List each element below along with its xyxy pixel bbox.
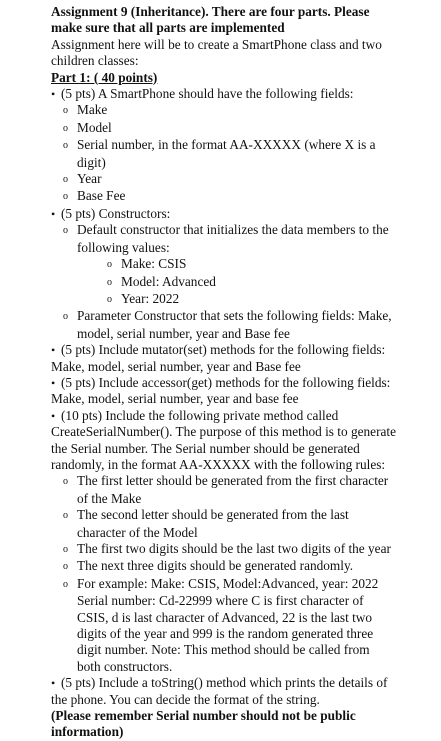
text-line — [0, 240, 441, 256]
line-text: Default constructor that initializes the data members to the — [77, 222, 389, 238]
text-line — [0, 424, 441, 440]
line-text: For example: Make: CSIS, Model:Advanced, year: 2022 — [77, 575, 379, 591]
text-line — [0, 4, 441, 20]
text-line — [0, 541, 441, 558]
line-text: Year: 2022 — [121, 290, 180, 306]
text-line — [0, 659, 441, 675]
text-line — [0, 473, 441, 490]
line-text: Make, model, serial number, year and Base fee — [51, 358, 301, 374]
line-text: digits of the year and 999 is the random generated three — [77, 626, 374, 642]
line-text: (5 pts) Include mutator(set) methods for the following fields: — [61, 342, 386, 358]
line-text: digit number. Note: This method should be called from — [77, 642, 370, 658]
line-text: Make, model, serial number, year and base fee — [51, 391, 299, 407]
text-line — [0, 188, 441, 205]
sub-bullet-marker: o — [63, 225, 68, 237]
text-line — [0, 724, 441, 740]
text-line — [0, 576, 441, 593]
text-line — [0, 86, 441, 102]
text-line — [0, 375, 441, 391]
line-text: (Please remember Serial number should not be public — [51, 708, 356, 724]
text-line — [0, 558, 441, 575]
text-line — [0, 326, 441, 342]
sub-bullet-marker: o — [63, 122, 68, 134]
line-text: Model: Advanced — [121, 273, 216, 289]
line-text: (5 pts) Constructors: — [61, 205, 171, 221]
line-text: The next three digits should be generated randomly. — [77, 558, 354, 574]
text-line — [0, 222, 441, 239]
text-line — [0, 70, 441, 86]
sub-bullet-marker: o — [63, 140, 68, 152]
line-text: (10 pts) Include the following private method called — [61, 407, 339, 423]
sub-bullet-marker: o — [63, 105, 68, 117]
text-line — [0, 256, 441, 273]
line-text: CSIS, d is last character of Advanced, 22 is the last two — [77, 609, 373, 625]
line-text: Assignment here will be to create a SmartPhone class and two — [51, 36, 382, 52]
sub-bullet-marker: o — [107, 276, 112, 288]
line-text: (5 pts) Include accessor(get) methods for the following fields: — [61, 374, 391, 390]
sub-bullet-marker: o — [63, 561, 68, 573]
line-text: character of the Model — [77, 524, 198, 540]
bullet-marker: • — [51, 676, 56, 691]
text-line — [0, 626, 441, 642]
line-text: Parameter Constructor that sets the following fields: Make, — [77, 308, 392, 324]
line-text: make sure that all parts are implemented — [51, 20, 285, 36]
sub-bullet-marker: o — [107, 293, 112, 305]
line-text: Serial number: Cd-22999 where C is first character of — [77, 593, 364, 609]
line-text: The second letter should be generated from the last — [77, 507, 349, 523]
text-line — [0, 137, 441, 154]
text-line — [0, 155, 441, 171]
text-line — [0, 37, 441, 53]
line-text: Make — [77, 102, 108, 118]
line-text: of the Make — [77, 490, 142, 506]
line-text: children classes: — [51, 53, 139, 69]
line-text: model, serial number, year and Base fee — [77, 325, 290, 341]
bullet-marker: • — [51, 408, 56, 423]
text-line — [0, 491, 441, 507]
line-text: CreateSerialNumber(). The purpose of this method is to generate — [51, 424, 396, 440]
text-line — [0, 642, 441, 658]
line-text: information) — [51, 724, 124, 740]
text-line — [0, 102, 441, 119]
bullet-marker: • — [51, 87, 56, 102]
text-line — [0, 457, 441, 473]
line-text: the phone. You can decide the format of the string. — [51, 691, 320, 707]
text-line — [0, 359, 441, 375]
text-line — [0, 308, 441, 325]
bullet-marker: • — [51, 343, 56, 358]
line-text: Model — [77, 119, 112, 135]
text-line — [0, 171, 441, 188]
sub-bullet-marker: o — [63, 510, 68, 522]
line-text: Year — [77, 171, 102, 187]
sub-bullet-marker: o — [107, 259, 112, 271]
line-text: Base Fee — [77, 188, 126, 204]
line-text: Make: CSIS — [121, 256, 187, 272]
text-line — [0, 507, 441, 524]
line-text: (5 pts) A SmartPhone should have the following fields: — [61, 86, 354, 102]
line-text: The first two digits should be the last two digits of the year — [77, 541, 391, 556]
sub-bullet-marker: o — [63, 544, 68, 555]
sub-bullet-marker: o — [63, 311, 68, 323]
text-line — [0, 342, 441, 358]
line-text: the Serial number. The Serial number should be generated — [51, 440, 360, 456]
text-line — [0, 708, 441, 724]
text-line — [0, 391, 441, 407]
text-line — [0, 206, 441, 222]
bullet-marker: • — [51, 375, 56, 390]
text-line — [0, 53, 441, 69]
sub-bullet-marker: o — [63, 191, 68, 203]
text-line — [0, 274, 441, 291]
line-text: digit) — [77, 154, 106, 170]
line-text: both constructors. — [77, 658, 173, 674]
sub-bullet-marker: o — [63, 476, 68, 488]
line-text: randomly, in the format AA-XXXXX with the following rules: — [51, 456, 386, 472]
line-text: Serial number, in the format AA-XXXXX (where X is a — [77, 137, 376, 153]
line-text: following values: — [77, 239, 170, 255]
sub-bullet-marker: o — [63, 174, 68, 186]
text-line — [0, 525, 441, 541]
text-line — [0, 291, 441, 308]
line-text: Assignment 9 (Inheritance). There are four parts. Please — [51, 4, 370, 19]
line-text: The first letter should be generated from the first character — [77, 473, 389, 489]
text-line — [0, 441, 441, 457]
sub-bullet-marker: o — [63, 578, 68, 590]
text-line — [0, 408, 441, 424]
line-text: Part 1: ( 40 points) — [51, 69, 158, 85]
text-line — [0, 20, 441, 36]
line-text: (5 pts) Include a toString() method which prints the details of — [61, 675, 388, 691]
text-line — [0, 610, 441, 626]
text-line — [0, 593, 441, 609]
text-line — [0, 120, 441, 137]
bullet-marker: • — [51, 206, 56, 221]
text-line — [0, 675, 441, 691]
